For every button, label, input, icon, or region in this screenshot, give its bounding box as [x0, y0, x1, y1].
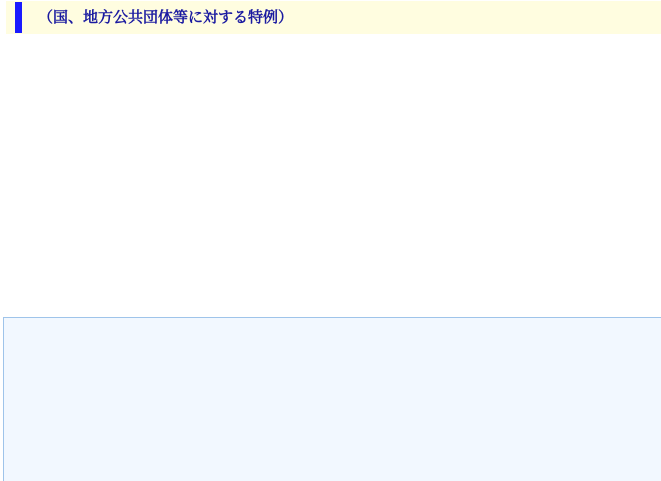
- heading-accent-bar: [15, 2, 22, 33]
- article-caption: （国、地方公共団体等に対する特例）: [38, 8, 294, 26]
- article-heading: [6, 1, 661, 34]
- paragraph-4-box: [3, 317, 661, 481]
